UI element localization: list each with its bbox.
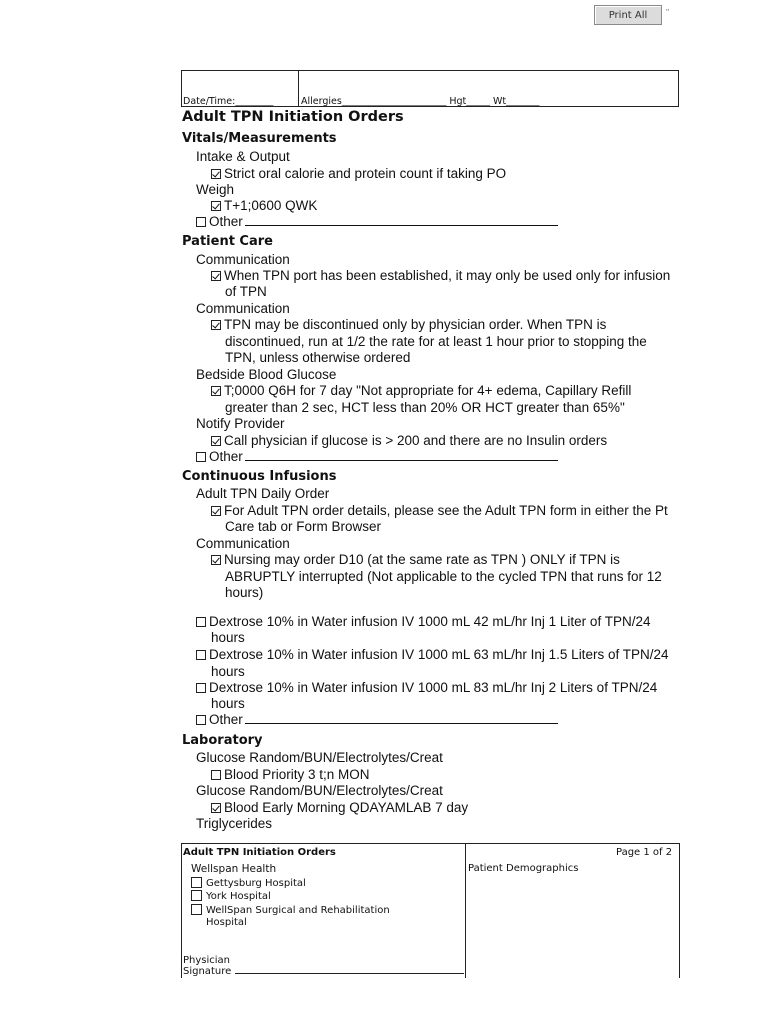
option-text: When TPN port has been established, it may only be used only for infusion bbox=[224, 268, 671, 283]
order-label: Bedside Blood Glucose bbox=[196, 367, 337, 382]
option-text: Call physician if glucose is > 200 and there are no Insulin orders bbox=[224, 433, 608, 448]
option-text-cont: Care tab or Form Browser bbox=[225, 519, 382, 534]
order-label: Intake & Output bbox=[196, 149, 290, 164]
order-option bbox=[211, 433, 607, 450]
option-text-cont: greater than 2 sec, HCT less than 20% OR HCT greater than 65%" bbox=[225, 400, 625, 415]
option-text-cont: of TPN bbox=[225, 284, 267, 299]
checkbox-checked[interactable] bbox=[211, 169, 221, 179]
order-label: Communication bbox=[196, 301, 290, 316]
other-label: Other bbox=[209, 712, 243, 727]
checkbox[interactable] bbox=[191, 890, 202, 901]
option-text-cont: hours bbox=[211, 630, 245, 645]
tick-mark: '' bbox=[666, 8, 670, 17]
checkbox[interactable] bbox=[196, 683, 206, 693]
option-text: T+1;0600 QWK bbox=[224, 198, 318, 213]
hospital-option bbox=[191, 877, 306, 889]
checkbox-checked[interactable] bbox=[211, 506, 221, 516]
section-heading-laboratory: Laboratory bbox=[182, 733, 263, 748]
option-text-cont: hours) bbox=[225, 585, 264, 600]
order-label: Communication bbox=[196, 536, 290, 551]
checkbox-checked[interactable] bbox=[211, 201, 221, 211]
option-text: Nursing may order D10 (at the same rate as TPN ) ONLY if TPN is bbox=[224, 552, 620, 567]
order-label: Communication bbox=[196, 252, 290, 267]
order-label: Triglycerides bbox=[196, 816, 273, 831]
order-label: Glucose Random/BUN/Electrolytes/Creat bbox=[196, 750, 443, 765]
checkbox[interactable] bbox=[196, 452, 206, 462]
other-label: Other bbox=[209, 449, 243, 464]
patient-info-box bbox=[181, 70, 679, 107]
option-text: TPN may be discontinued only by physician order. When TPN is bbox=[224, 317, 607, 332]
option-text: T;0000 Q6H for 7 day "Not appropriate for 4+ edema, Capillary Refill bbox=[224, 383, 632, 398]
other-option bbox=[196, 449, 558, 466]
order-label: Glucose Random/BUN/Electrolytes/Creat bbox=[196, 783, 443, 798]
hospital-option bbox=[191, 904, 390, 916]
footer-title: Adult TPN Initiation Orders bbox=[183, 847, 336, 858]
print-all-button[interactable]: Print All bbox=[594, 5, 662, 25]
checkbox-checked[interactable] bbox=[211, 555, 221, 565]
other-option bbox=[196, 214, 558, 231]
section-heading-infusions: Continuous Infusions bbox=[182, 469, 337, 484]
other-label: Other bbox=[209, 214, 243, 229]
section-heading-patient-care: Patient Care bbox=[182, 234, 273, 249]
signature-label: Signature bbox=[183, 966, 232, 977]
checkbox[interactable] bbox=[191, 877, 202, 888]
order-option bbox=[211, 767, 370, 784]
dextrose-option-2 bbox=[196, 647, 668, 664]
option-text-cont: discontinued, run at 1/2 the rate for at least 1 hour prior to stopping the bbox=[225, 334, 647, 349]
other-input-line[interactable] bbox=[245, 214, 558, 226]
other-option bbox=[196, 712, 558, 729]
order-option bbox=[211, 503, 668, 520]
checkbox-checked[interactable] bbox=[211, 803, 221, 813]
option-text: Dextrose 10% in Water infusion IV 1000 mL 63 mL/hr Inj 1.5 Liters of TPN/24 bbox=[209, 647, 669, 662]
physician-label: Physician bbox=[183, 955, 231, 966]
allergies-field[interactable]: Allergies______________________ Hgt_____ Wt_______ bbox=[301, 96, 540, 107]
order-label: Weigh bbox=[196, 182, 235, 197]
order-option bbox=[211, 268, 670, 285]
divider bbox=[298, 71, 299, 107]
hospital-option bbox=[191, 890, 271, 902]
page-number: Page 1 of 2 bbox=[616, 847, 673, 858]
option-text: Strict oral calorie and protein count if taking PO bbox=[224, 166, 507, 181]
option-text-cont: hours bbox=[211, 696, 245, 711]
hospital-label: Gettysburg Hospital bbox=[206, 878, 306, 889]
checkbox-checked[interactable] bbox=[211, 386, 221, 396]
date-time-field[interactable]: Date/Time:________ bbox=[183, 96, 274, 107]
order-option bbox=[211, 166, 506, 183]
order-option bbox=[211, 800, 468, 817]
order-label: Notify Provider bbox=[196, 416, 285, 431]
dextrose-option-3 bbox=[196, 680, 657, 697]
option-text: Blood Priority 3 t;n MON bbox=[224, 767, 370, 782]
page-title: Adult TPN Initiation Orders bbox=[182, 109, 404, 125]
checkbox[interactable] bbox=[211, 770, 221, 780]
option-text-cont: ABRUPTLY interrupted (Not applicable to the cycled TPN that runs for 12 bbox=[225, 569, 662, 584]
order-option bbox=[211, 198, 317, 215]
checkbox[interactable] bbox=[196, 217, 206, 227]
option-text-cont: hours bbox=[211, 664, 245, 679]
section-heading-vitals: Vitals/Measurements bbox=[182, 131, 337, 146]
order-label: Adult TPN Daily Order bbox=[196, 486, 330, 501]
other-input-line[interactable] bbox=[245, 712, 558, 724]
checkbox-checked[interactable] bbox=[211, 436, 221, 446]
divider bbox=[465, 844, 466, 978]
option-text: Dextrose 10% in Water infusion IV 1000 mL 83 mL/hr Inj 2 Liters of TPN/24 bbox=[209, 680, 658, 695]
dextrose-option-1 bbox=[196, 614, 650, 631]
checkbox-checked[interactable] bbox=[211, 271, 221, 281]
checkbox[interactable] bbox=[196, 715, 206, 725]
option-text-cont: TPN, unless otherwise ordered bbox=[225, 350, 411, 365]
order-option bbox=[211, 317, 606, 334]
checkbox-checked[interactable] bbox=[211, 320, 221, 330]
org-name: Wellspan Health bbox=[191, 863, 277, 875]
order-option bbox=[211, 383, 631, 400]
checkbox[interactable] bbox=[196, 617, 206, 627]
checkbox[interactable] bbox=[196, 650, 206, 660]
order-option bbox=[211, 552, 620, 569]
hospital-label-cont: Hospital bbox=[206, 917, 247, 928]
option-text: For Adult TPN order details, please see the Adult TPN form in either the Pt bbox=[224, 503, 668, 518]
option-text: Blood Early Morning QDAYAMLAB 7 day bbox=[224, 800, 469, 815]
patient-demographics-label: Patient Demographics bbox=[468, 863, 579, 874]
other-input-line[interactable] bbox=[245, 449, 558, 461]
signature-line[interactable] bbox=[235, 973, 464, 974]
footer-box bbox=[181, 843, 680, 978]
option-text: Dextrose 10% in Water infusion IV 1000 mL 42 mL/hr Inj 1 Liter of TPN/24 bbox=[209, 614, 651, 629]
hospital-label: WellSpan Surgical and Rehabilitation bbox=[206, 905, 390, 916]
hospital-label: York Hospital bbox=[206, 891, 271, 902]
checkbox[interactable] bbox=[191, 904, 202, 915]
